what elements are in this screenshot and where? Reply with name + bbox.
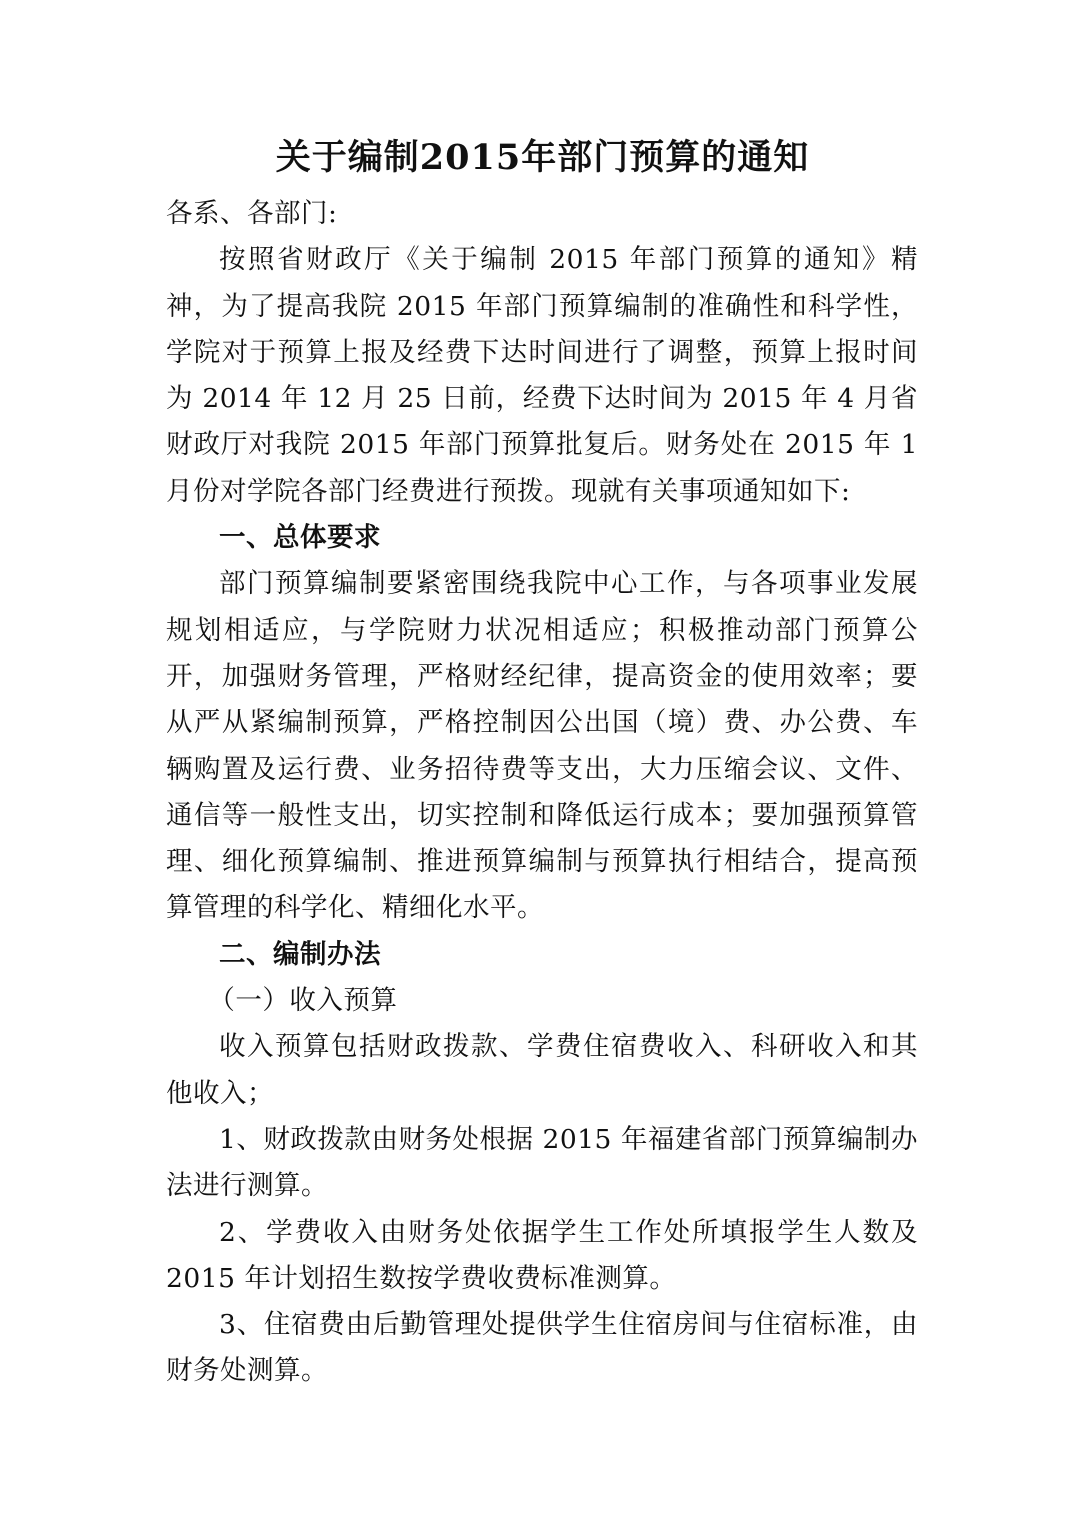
salutation: 各系、各部门:	[166, 198, 338, 229]
document-body	[166, 191, 918, 1395]
section-2-heading: 二、编制办法	[219, 938, 381, 970]
subsection-1-heading: （一）收入预算	[208, 985, 398, 1017]
list-item-1: 1、财政拨款由财务处根据 2015 年福建省部门预算编制办法进行测算。	[166, 1123, 918, 1202]
section-1-heading: 一、总体要求	[219, 522, 381, 554]
list-item-3: 3、住宿费由后勤管理处提供学生住宿房间与住宿标准，由财务处测算。	[166, 1309, 918, 1387]
list-item-2: 2、学费收入由财务处依据学生工作处所填报学生人数及 2015 年计划招生数按学费收费标准测算。	[166, 1216, 918, 1294]
document-title: 关于编制2015年部门预算的通知	[275, 137, 810, 178]
intro-paragraph: 按照省财政厅《关于编制 2015 年部门预算的通知》精神，为了提高我院 2015 年部门预算编制的准确性和科学性，学院对于预算上报及经费下达时间进行了调整，预算上报时间为 2014 年 12 月 25 日前，经费下达时间为 2015 年 4 月省财政厅对我院 2015 年部门预算批复后。财务处在 2015 年 1 月份对学院各部门经费进行预拨。现就有关事项通知如下:	[166, 244, 918, 507]
section-1-paragraph: 部门预算编制要紧密围绕我院中心工作，与各项事业发展规划相适应，与学院财力状况相适应；积极推动部门预算公开，加强财务管理，严格财经纪律，提高资金的使用效率；要从严从紧编制预算，严格控制因公出国（境）费、办公费、车辆购置及运行费、业务招待费等支出，大力压缩会议、文件、通信等一般性支出，切实控制和降低运行成本；要加强预算管理、细化预算编制、推进预算编制与预算执行相结合，提高预算管理的科学化、精细化水平。	[166, 568, 918, 924]
income-paragraph: 收入预算包括财政拨款、学费住宿费收入、科研收入和其他收入；	[166, 1031, 918, 1109]
